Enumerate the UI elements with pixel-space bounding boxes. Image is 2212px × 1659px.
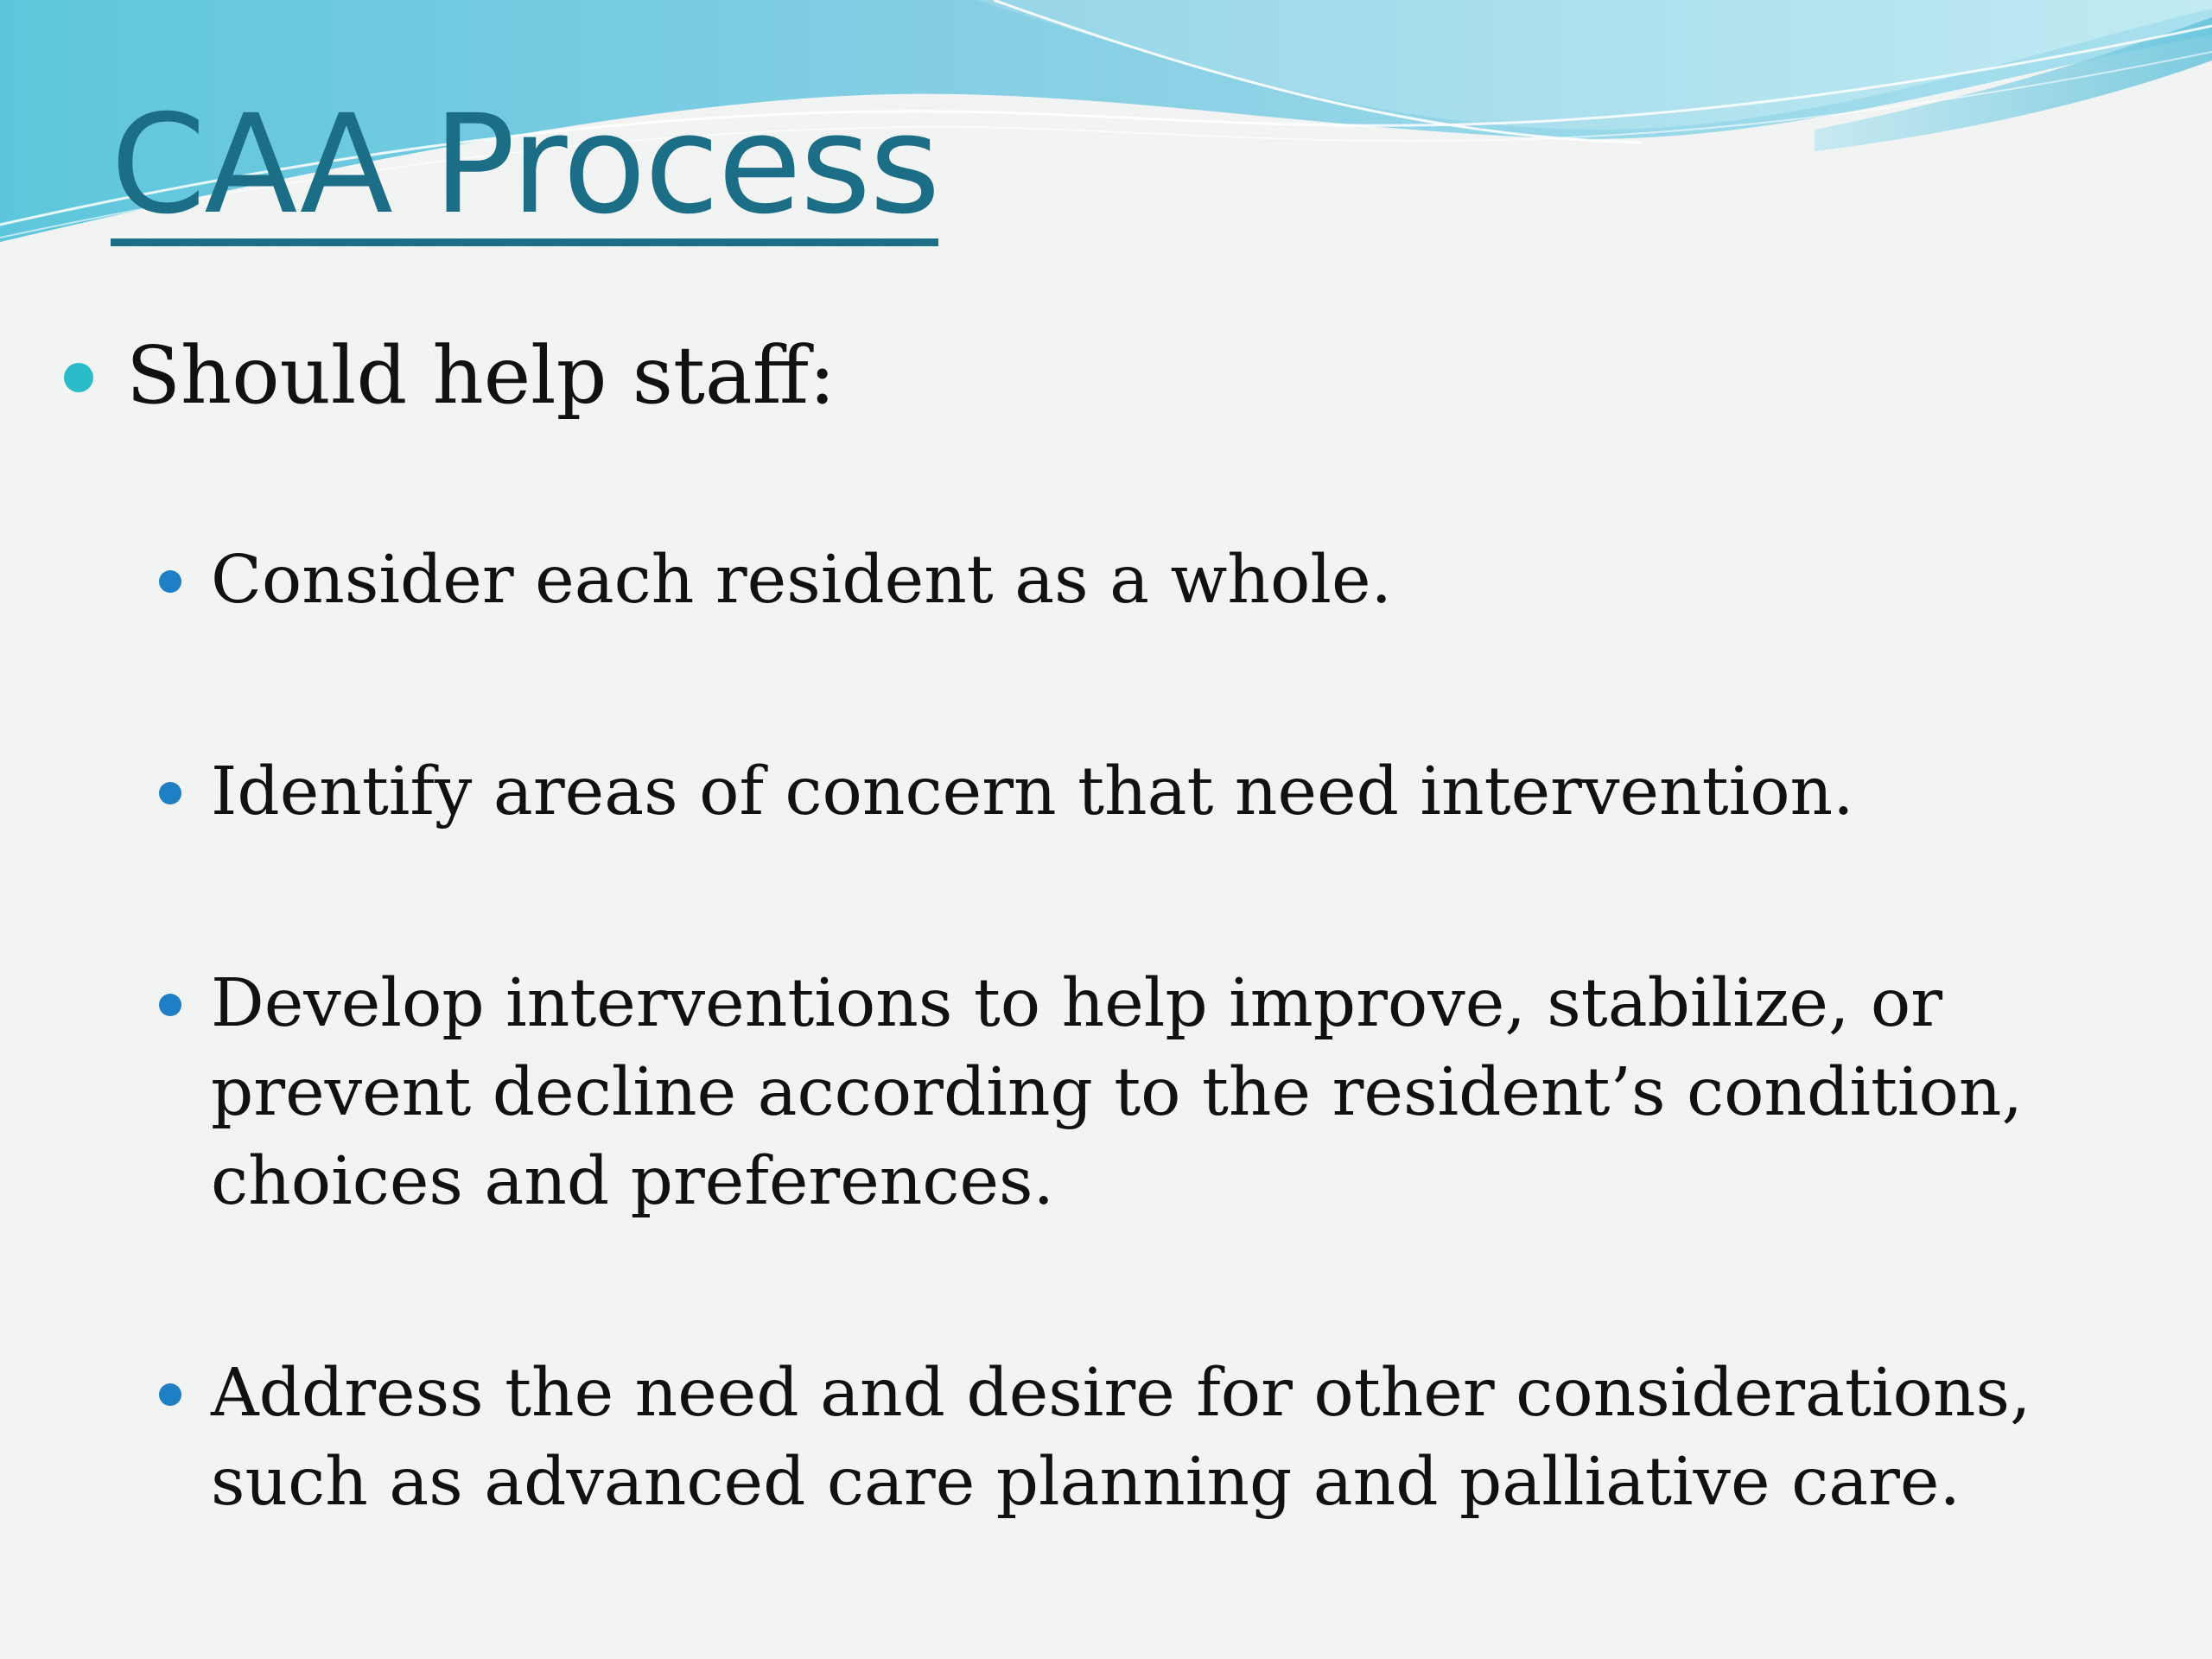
sub-bullet-item (159, 1349, 2155, 1527)
main-bullet-text: Should help staff: (126, 329, 836, 422)
bullet-dot-icon (64, 363, 93, 392)
bullet-dot-icon (159, 782, 181, 804)
sub-bullet-text: Develop interventions to help improve, stabilize, or prevent decline according to the resident’s condition, choices and preferences. (211, 965, 2023, 1220)
bullet-dot-icon (159, 994, 181, 1016)
sub-bullet-item (159, 747, 2155, 836)
sub-bullet-text: Consider each resident as a whole. (211, 542, 1393, 619)
sub-bullet-item (159, 959, 2155, 1226)
sub-bullet-item (159, 536, 2155, 625)
main-bullet (64, 328, 2155, 423)
slide-content (64, 328, 2155, 1527)
bullet-dot-icon (159, 570, 181, 593)
slide-title: CAA Process (111, 86, 939, 245)
sub-bullet-text: Identify areas of concern that need intervention. (211, 753, 1854, 830)
sub-bullet-list (64, 536, 2155, 1527)
sub-bullet-text: Address the need and desire for other considerations, such as advanced care planning and palliative care. (211, 1355, 2031, 1521)
bullet-dot-icon (159, 1383, 181, 1406)
